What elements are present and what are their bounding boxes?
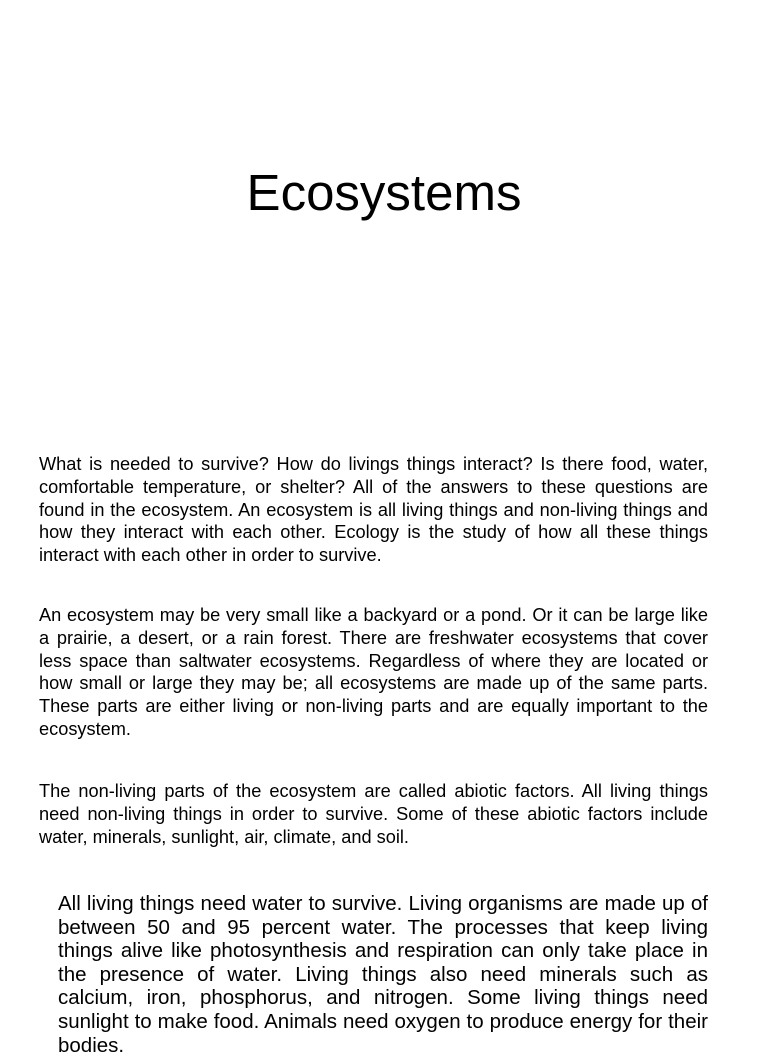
paragraph-intro: What is needed to survive? How do livings things interact? Is there food, water, comfortable temperature, or shelter? All of the answers to these questions are found in the ecosystem. An ecosystem is all living things and non-living things and how they interact with each other. Ecology is the study of how all these things interact with each other in order to survive. [39, 454, 708, 566]
paragraph-water-minerals: All living things need water to survive. Living organisms are made up of between 50 and 95 percent water. The processes that keep living things alive like photosynthesis and respiration can only take place in the presence of water. Living things also need minerals such as calcium, iron, phosphorus, and nitrogen. Some living things need sunlight to make food. Animals need oxygen to produce energy for their bodies. [58, 892, 708, 1057]
page-title: Ecosystems [246, 164, 522, 221]
paragraph-ecosystem-size: An ecosystem may be very small like a backyard or a pond. Or it can be large like a prairie, a desert, or a rain forest. There are freshwater ecosystems that cover less space than saltwater ecosystems. Regardless of where they are located or how small or large they may be; all ecosystems are made up of the same parts. These parts are either living or non-living parts and are equally important to the ecosystem. [39, 605, 708, 739]
paragraph-abiotic-factors: The non-living parts of the ecosystem are called abiotic factors. All living things need non-living things in order to survive. Some of these abiotic factors include water, minerals, sunlight, air, climate, and soil. [39, 781, 708, 847]
